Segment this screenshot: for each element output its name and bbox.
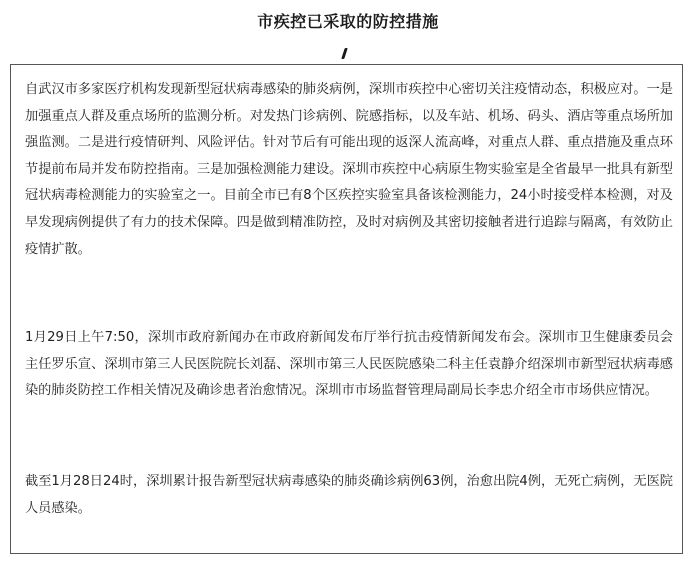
paragraph-case-statistics: 截至1月28日24时，深圳累计报告新型冠状病毒感染的肺炎确诊病例63例，治愈出院4例，无死亡病例，无医院人员感染。 — [25, 474, 673, 516]
decorative-tick-mark — [341, 48, 348, 59]
page-title: 市疾控已采取的防控措施 — [257, 12, 439, 31]
paragraph-prevention-measures: 自武汉市多家医疗机构发现新型冠状病毒感染的肺炎病例，深圳市疾控中心密切关注疫情动态，积极应对。一是加强重点人群及重点场所的监测分析。对发热门诊病例、院感指标，以及车站、机场、码头、酒店等重点场所加强监测。二是进行疫情研判、风险评估。针对节后有可能出现的返深人流高峰，对重点人群、重点措施及重点环节提前布局并发布防控指南。三是加强检测能力建设。深圳市疾控中心病原生物实验室是全省最早一批具有新型冠状病毒检测能力的实验室之一。目前全市已有8个区疾控实验室具备该检测能力，24小时接受样本检测，对及早发现病例提供了有力的技术保障。四是做到精准防控，及时对病例及其密切接触者进行追踪与隔离，有效防止疫情扩散。 — [25, 82, 673, 257]
content-box — [10, 64, 683, 554]
paragraph-press-conference: 1月29日上午7:50，深圳市政府新闻办在市政府新闻发布厅举行抗击疫情新闻发布会。深圳市卫生健康委员会主任罗乐宣、深圳市第三人民医院院长刘磊、深圳市第三人民医院感染二科主任袁静介绍深圳市新型冠状病毒感染的肺炎防控工作相关情况及确诊患者治愈情况。深圳市市场监督管理局副局长李忠介绍全市市场供应情况。 — [25, 330, 673, 399]
